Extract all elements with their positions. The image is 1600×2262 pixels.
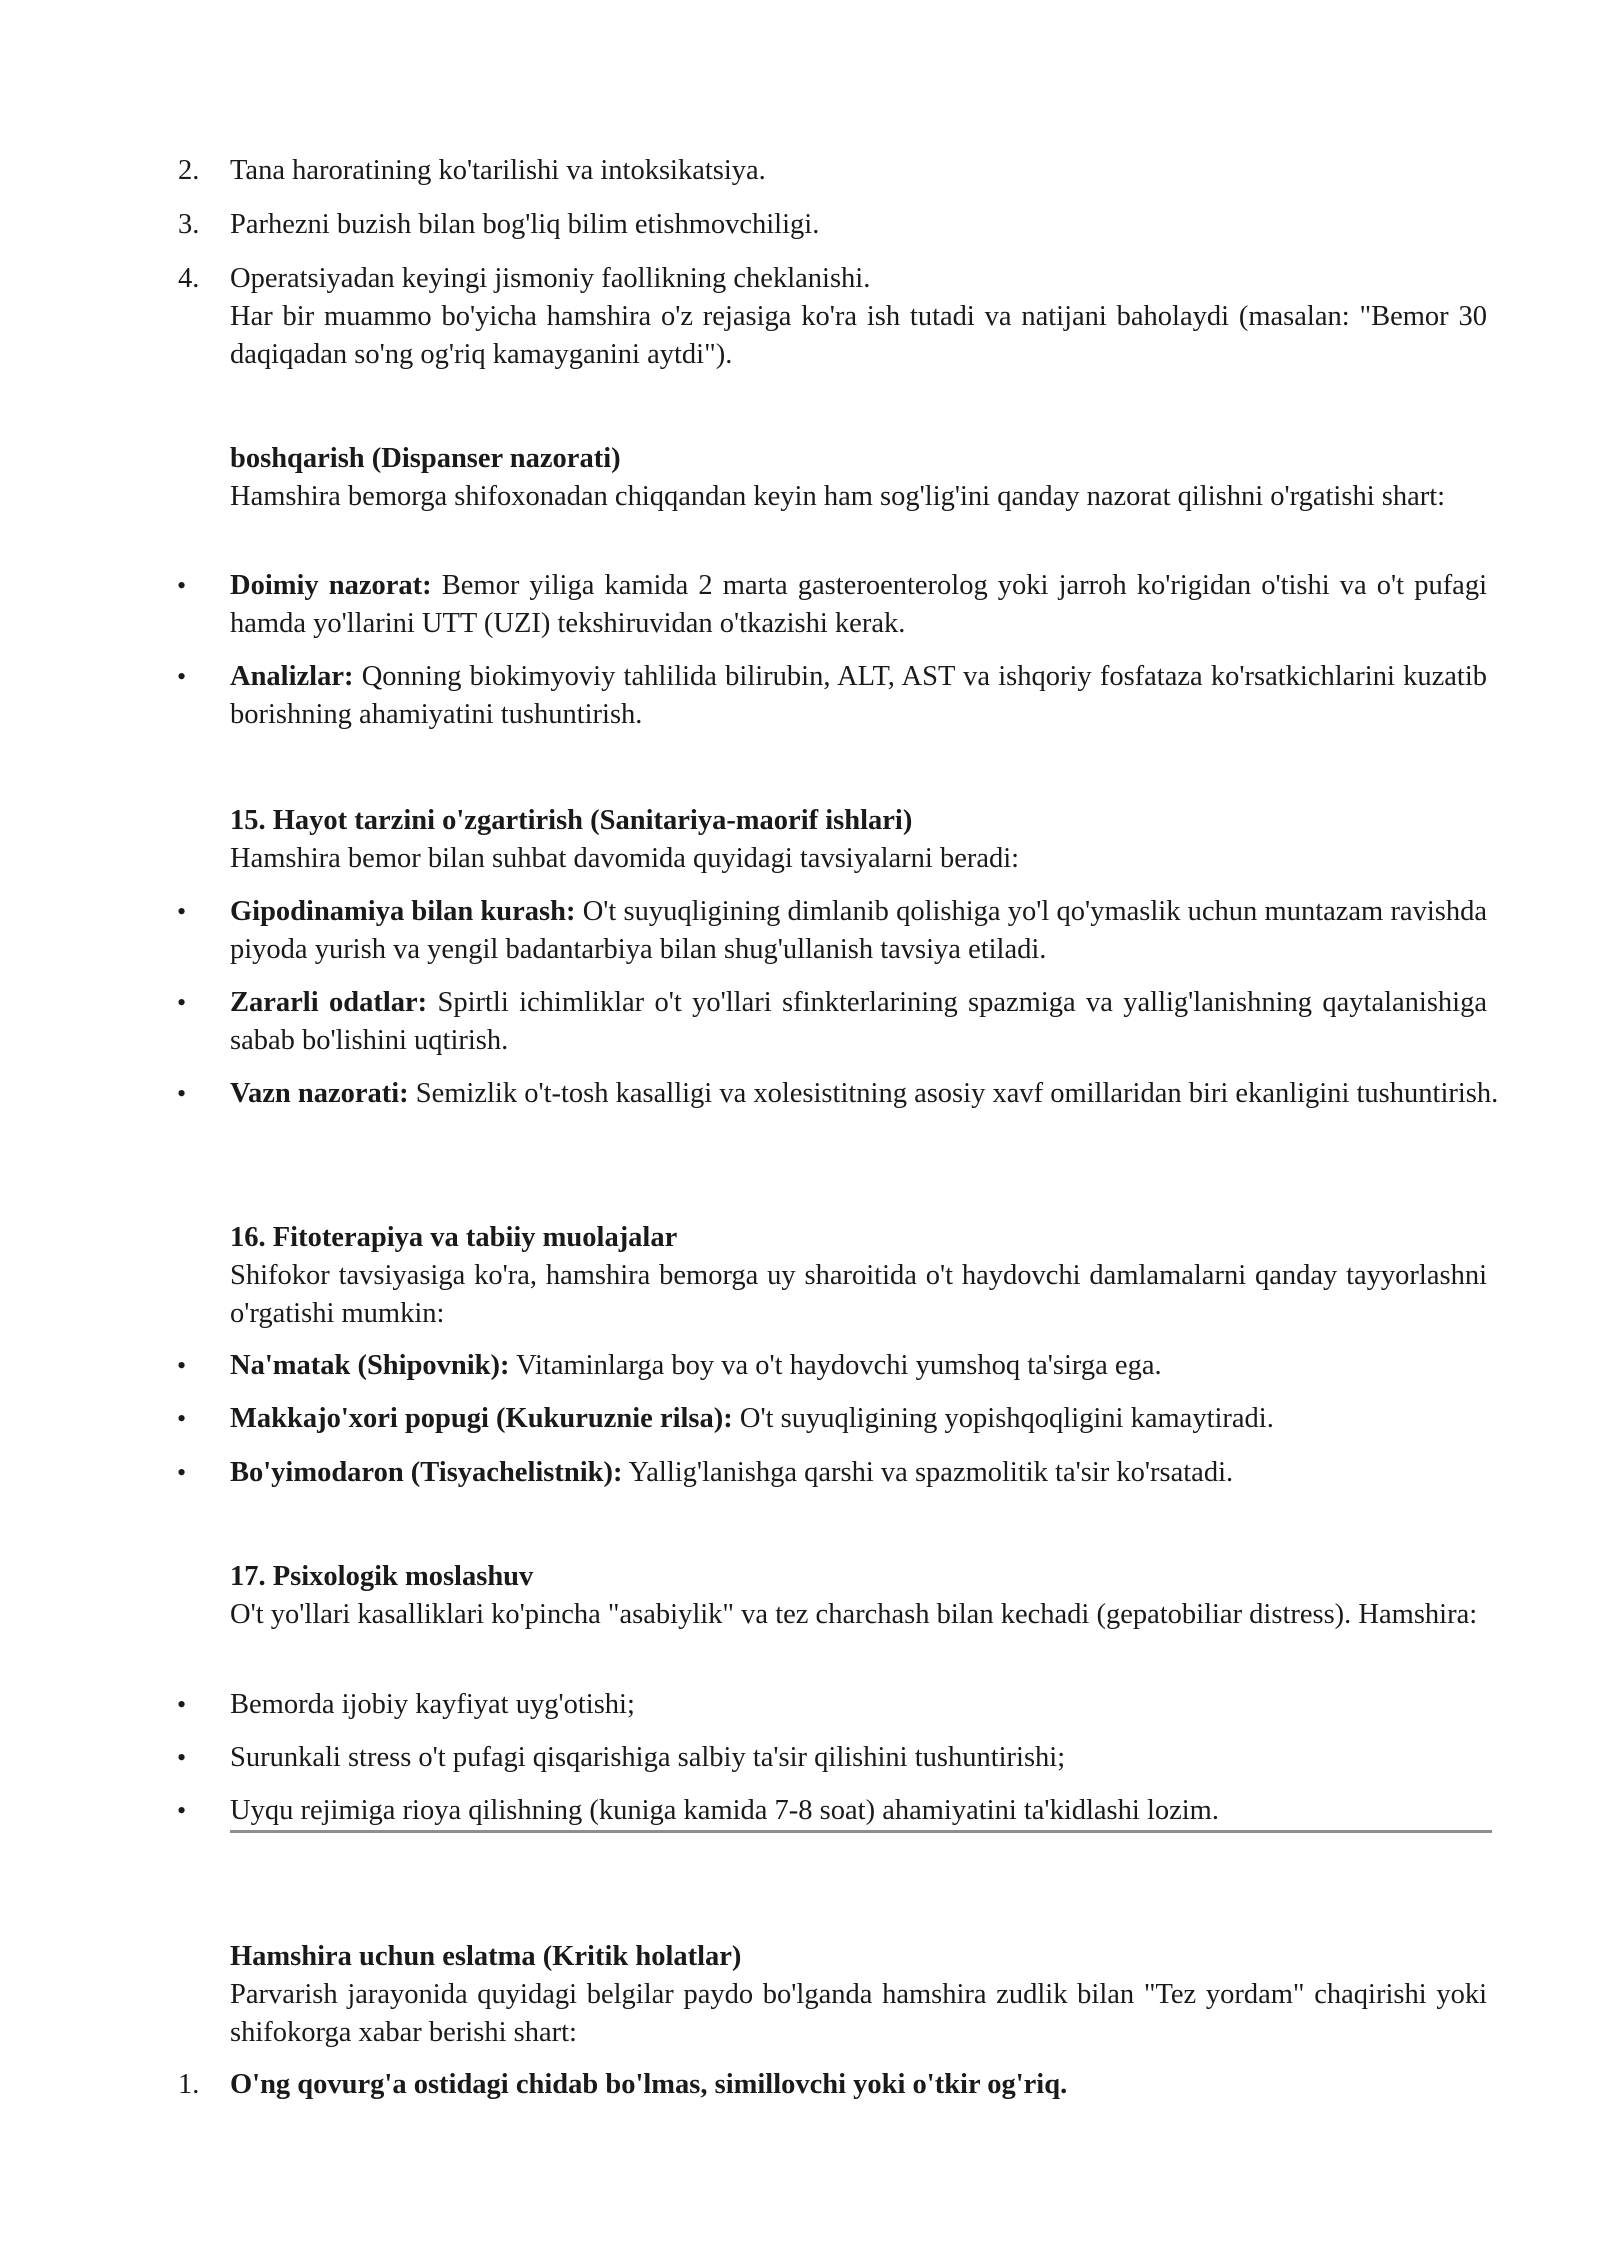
bullet-icon: • bbox=[177, 1404, 187, 1433]
item-text: Yallig'lanishga qarshi va spazmolitik ta'sir ko'rsatadi. bbox=[622, 1457, 1234, 1488]
list-item bbox=[178, 152, 1487, 190]
item-text: Qonning biokimyoviy tahlilida bilirubin, ALT, AST va ishqoriy fosfataza ko'rsatkichlarini kuzatib borishning ahamiyatini tushuntirish. bbox=[230, 661, 1487, 730]
item-text: Bemor yiliga kamida 2 marta gasteroenterolog yoki jarroh ko'rigidan o'tishi va o't pufagi hamda yo'llarini UTT (UZI) tekshiruvidan o'tkazishi kerak. bbox=[230, 570, 1488, 639]
list-item bbox=[178, 2066, 1487, 2104]
bullet-icon: • bbox=[177, 571, 187, 600]
bullet-list bbox=[177, 1792, 1487, 1830]
item-label: Gipodinamiya bilan kurash: bbox=[230, 896, 576, 927]
section-intro: Hamshira bemor bilan suhbat davomida quyidagi tavsiyalarni beradi: bbox=[230, 843, 1020, 874]
bullet-list bbox=[177, 1075, 1502, 1113]
section-15 bbox=[230, 802, 1487, 878]
item-text: O't suyuqligining dimlanib qolishiga yo'l qo'ymaslik uchun muntazam ravishda piyoda yurish va yengil badantarbiya bilan shug'ullanish tavsiya etiladi. bbox=[230, 896, 1487, 965]
bullet-list bbox=[177, 567, 1488, 643]
item-text: O't suyuqligining yopishqoqligini kamaytiradi. bbox=[732, 1403, 1274, 1434]
item-label: Vazn nazorati: bbox=[230, 1078, 409, 1109]
bullet-icon: • bbox=[177, 662, 187, 691]
list-item bbox=[177, 1075, 1502, 1113]
item-label: Makkajo'xori popugi (Kukuruznie rilsa): bbox=[230, 1403, 733, 1434]
item-label: Bo'yimodaron (Tisyachelistnik): bbox=[230, 1457, 623, 1488]
list-number: 4. bbox=[178, 263, 200, 294]
list-item-text: Parhezni buzish bilan bog'liq bilim etishmovchiligi. bbox=[230, 209, 820, 240]
section-intro: Hamshira bemorga shifoxonadan chiqqandan keyin ham sog'lig'ini qanday nazorat qilishni o'rgatishi shart: bbox=[230, 481, 1446, 512]
nurse-note bbox=[230, 1938, 1487, 2052]
numbered-list-note bbox=[178, 2066, 1487, 2104]
item-text: Spirtli ichimliklar o't yo'llari sfinkterlarining spazmiga va yallig'lanishning qaytalanishiga sabab bo'lishini uqtirish. bbox=[230, 987, 1487, 1056]
bullet-list bbox=[177, 1347, 1487, 1385]
numbered-list-top bbox=[178, 260, 1487, 374]
bullet-icon: • bbox=[177, 1079, 187, 1108]
bullet-icon: • bbox=[177, 1690, 187, 1719]
list-item bbox=[177, 1400, 1487, 1438]
bullet-icon: • bbox=[177, 1351, 187, 1380]
list-item bbox=[177, 1347, 1487, 1385]
horizontal-rule bbox=[230, 1830, 1492, 1833]
bullet-list bbox=[177, 984, 1487, 1060]
bullet-icon: • bbox=[177, 1796, 187, 1825]
bullet-icon: • bbox=[177, 1458, 187, 1487]
numbered-list-top bbox=[178, 206, 1487, 244]
list-number: 2. bbox=[178, 155, 200, 186]
bullet-list bbox=[177, 893, 1487, 969]
item-text: Bemorda ijobiy kayfiyat uyg'otishi; bbox=[230, 1689, 635, 1720]
section-16 bbox=[230, 1219, 1487, 1333]
item-label: Zararli odatlar: bbox=[230, 987, 428, 1018]
list-item bbox=[177, 1739, 1487, 1777]
section-heading: 15. Hayot tarzini o'zgartirish (Sanitariya-maorif ishlari) bbox=[230, 805, 913, 836]
item-text: Vitaminlarga boy va o't haydovchi yumshoq ta'sirga ega. bbox=[509, 1350, 1162, 1381]
bullet-icon: • bbox=[177, 897, 187, 926]
item-label: Doimiy nazorat: bbox=[230, 570, 432, 601]
section-dispanser bbox=[230, 440, 1487, 516]
bullet-list bbox=[177, 1739, 1487, 1777]
list-item bbox=[177, 1792, 1487, 1830]
list-item bbox=[177, 893, 1487, 969]
bullet-list bbox=[177, 1686, 1487, 1724]
list-item bbox=[177, 984, 1487, 1060]
section-heading: 16. Fitoterapiya va tabiiy muolajalar bbox=[230, 1222, 678, 1253]
bullet-list bbox=[177, 658, 1487, 734]
list-item bbox=[178, 260, 1487, 298]
list-item-text: Operatsiyadan keyingi jismoniy faollikning cheklanishi. bbox=[230, 263, 871, 294]
section-heading: 17. Psixologik moslashuv bbox=[230, 1561, 534, 1592]
section-heading: Hamshira uchun eslatma (Kritik holatlar) bbox=[230, 1941, 742, 1972]
list-item bbox=[178, 206, 1487, 244]
bullet-list bbox=[177, 1400, 1487, 1438]
item-text: Uyqu rejimiga rioya qilishning (kuniga kamida 7-8 soat) ahamiyatini ta'kidlashi lozim. bbox=[230, 1795, 1219, 1826]
item-label: Na'matak (Shipovnik): bbox=[230, 1350, 510, 1381]
section-17 bbox=[230, 1558, 1487, 1634]
list-item bbox=[177, 1454, 1487, 1492]
bullet-icon: • bbox=[177, 988, 187, 1017]
section-intro: Parvarish jarayonida quyidagi belgilar paydo bo'lganda hamshira zudlik bilan "Tez yordam" chaqirishi yoki shifokorga xabar berishi shart: bbox=[230, 1979, 1487, 2048]
list-note: Har bir muammo bo'yicha hamshira o'z rejasiga ko'ra ish tutadi va natijani baholaydi (masalan: "Bemor 30 daqiqadan so'ng og'riq kamayganini aytdi"). bbox=[230, 301, 1487, 370]
section-intro: O't yo'llari kasalliklari ko'pincha "asabiylik" va tez charchash bilan kechadi (gepatobiliar distress). Hamshira: bbox=[230, 1599, 1478, 1630]
list-item-text: Tana haroratining ko'tarilishi va intoksikatsiya. bbox=[230, 155, 766, 186]
bullet-list bbox=[177, 1454, 1487, 1492]
list-number: 3. bbox=[178, 209, 200, 240]
bullet-icon: • bbox=[177, 1743, 187, 1772]
list-item bbox=[177, 1686, 1487, 1724]
item-text: Semizlik o't-tosh kasalligi va xolesistitning asosiy xavf omillaridan biri ekanligini tushuntirish. bbox=[408, 1078, 1499, 1109]
item-text: Surunkali stress o't pufagi qisqarishiga salbiy ta'sir qilishini tushuntirishi; bbox=[230, 1742, 1066, 1773]
list-item bbox=[177, 567, 1488, 643]
section-heading: boshqarish (Dispanser nazorati) bbox=[230, 443, 621, 474]
item-label: Analizlar: bbox=[230, 661, 354, 692]
numbered-list-top bbox=[178, 152, 1487, 190]
list-item-text: O'ng qovurg'a ostidagi chidab bo'lmas, simillovchi yoki o'tkir og'riq. bbox=[230, 2069, 1068, 2100]
list-number: 1. bbox=[178, 2069, 200, 2100]
section-intro: Shifokor tavsiyasiga ko'ra, hamshira bemorga uy sharoitida o't haydovchi damlamalarni qanday tayyorlashni o'rgatishi mumkin: bbox=[230, 1260, 1487, 1329]
list-item bbox=[177, 658, 1487, 734]
